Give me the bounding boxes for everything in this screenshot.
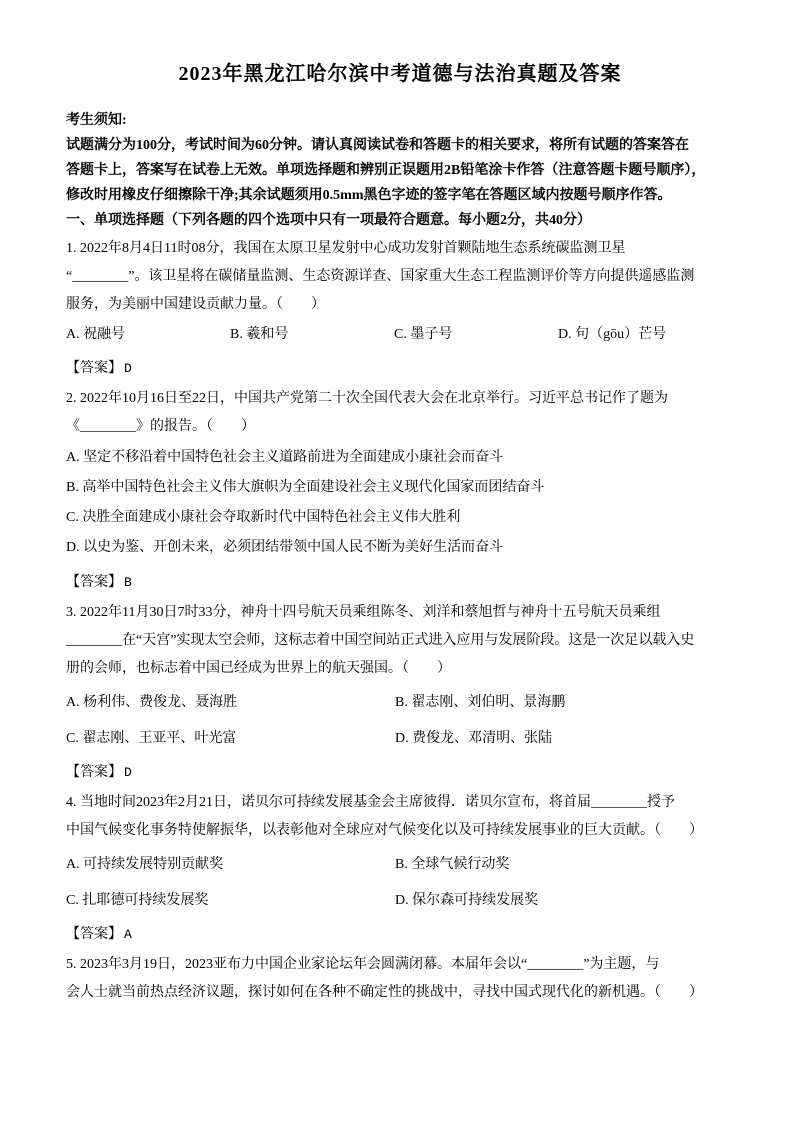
q2-options	[66, 443, 734, 563]
q3-answer	[66, 759, 734, 787]
q4-option-a: A. 可持续发展特别贡献奖	[66, 857, 224, 872]
question-1	[66, 235, 734, 383]
q3-answer-value: D	[124, 765, 132, 780]
q1-option-a: A. 祝融号	[66, 327, 126, 342]
section-heading: 一、单项选择题（下列各题的四个选项中只有一项最符合题意。每小题2分，共40分）	[66, 213, 591, 228]
q1-option-c: C. 墨子号	[394, 327, 453, 342]
q2-option-d: D. 以史为鉴、开创未来，必须团结带领中国人民不断为美好生活而奋斗	[66, 540, 504, 555]
q2-answer-value: B	[124, 575, 132, 590]
notice-line-1: 试题满分为100分，考试时间为60分钟。请认真阅读试卷和答题卡的相关要求，将所有试题的答案答在	[66, 138, 689, 153]
q3-option-a: A. 杨利伟、费俊龙、聂海胜	[66, 695, 238, 710]
notice-line-3: 修改时用橡皮仔细擦除干净;其余试题须用0.5mm黑色字迹的签字笔在答题区域内按题号顺序作答。	[66, 188, 672, 203]
q3-option-b: B. 翟志刚、刘伯明、景海鹏	[395, 695, 566, 710]
q3-option-d: D. 费俊龙、邓清明、张陆	[395, 731, 553, 746]
q1-answer	[66, 355, 734, 383]
q1-line-3: 服务，为美丽中国建设贡献力量。（ ）	[66, 297, 325, 312]
q3-line-2: ________在“天宫”实现太空会师，这标志着中国空间站正式进入应用与发展阶段。这是一次足以载入史	[66, 633, 695, 648]
q3-option-c: C. 翟志刚、王亚平、叶光富	[66, 731, 237, 746]
q4-line-1: 4. 当地时间2023年2月21日，诺贝尔可持续发展基金会主席彼得．诺贝尔宣布，将首届________授予	[66, 795, 675, 810]
q4-answer-label: 【答案】	[66, 927, 122, 942]
document-title: 2023年黑龙江哈尔滨中考道德与法治真题及答案	[178, 63, 622, 85]
q3-options	[66, 689, 734, 753]
q1-line-2: “________”。该卫星将在碳储量监测、生态资源详查、国家重大生态工程监测评价等方向提供遥感监测	[66, 269, 695, 284]
q2-line-2: 《________》的报告。（ ）	[66, 419, 255, 434]
question-2	[66, 385, 734, 597]
q2-answer	[66, 569, 734, 597]
q2-option-a: A. 坚定不移沿着中国特色社会主义道路前进为全面建成小康社会而奋斗	[66, 450, 504, 465]
q4-option-d: D. 保尔森可持续发展奖	[395, 893, 539, 908]
q2-answer-label: 【答案】	[66, 575, 122, 590]
notice-line-2: 答题卡上，答案写在试卷上无效。单项选择题和辨别正误题用2B铅笔涂卡作答（注意答题卡题号顺序），	[66, 163, 706, 178]
q4-option-b: B. 全球气候行动奖	[395, 857, 510, 872]
q1-option-d: D. 句（gōu）芒号	[558, 327, 667, 342]
q3-line-3: 册的会师，也标志着中国已经成为世界上的航天强国。（ ）	[66, 661, 451, 676]
q1-line-1: 1. 2022年8月4日11时08分，我国在太原卫星发射中心成功发射首颗陆地生态系统碳监测卫星	[66, 241, 626, 256]
q5-line-1: 5. 2023年3月19日，2023亚布力中国企业家论坛年会圆满闭幕。本届年会以“________”为主题，与	[66, 957, 660, 972]
q2-option-b: B. 高举中国特色社会主义伟大旗帜为全面建设社会主义现代化国家而团结奋斗	[66, 480, 545, 495]
q4-option-c: C. 扎耶德可持续发展奖	[66, 893, 209, 908]
q4-options	[66, 851, 734, 915]
q4-answer-value: A	[124, 927, 132, 942]
q5-line-2: 会人士就当前热点经济议题，探讨如何在各种不确定性的挑战中，寻找中国式现代化的新机遇。（ ）	[66, 985, 703, 1000]
q2-option-c: C. 决胜全面建成小康社会夺取新时代中国特色社会主义伟大胜利	[66, 510, 461, 525]
q4-answer	[66, 921, 734, 949]
q4-line-2: 中国气候变化事务特使解振华，以表彰他对全球应对气候变化以及可持续发展事业的巨大贡献。（ ）	[66, 823, 703, 838]
question-5	[66, 951, 734, 1007]
q3-line-1: 3. 2022年11月30日7时33分，神舟十四号航天员乘组陈冬、刘洋和蔡旭哲与神舟十五号航天员乘组	[66, 605, 661, 620]
question-4	[66, 789, 734, 949]
notice-heading: 考生须知:	[66, 113, 127, 128]
q1-option-b: B. 羲和号	[230, 327, 289, 342]
q1-answer-label: 【答案】	[66, 361, 122, 376]
q1-options	[66, 321, 734, 349]
q2-line-1: 2. 2022年10月16日至22日，中国共产党第二十次全国代表大会在北京举行。习近平总书记作了题为	[66, 391, 668, 406]
q1-answer-value: D	[124, 361, 132, 376]
question-3	[66, 599, 734, 787]
q3-answer-label: 【答案】	[66, 765, 122, 780]
